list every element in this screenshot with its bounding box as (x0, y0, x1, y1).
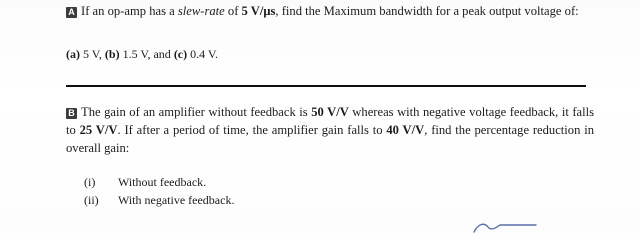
question-a-badge: A (66, 7, 77, 18)
handwriting-scribble (470, 218, 540, 233)
option-b-value: 1.5 V, (122, 47, 151, 61)
question-b-text-2: whereas with negative voltage feedback, it falls to (66, 105, 595, 137)
question-a-text-1: If an op-amp has a (81, 4, 178, 18)
sub-question-i-text: Without feedback. (118, 175, 207, 189)
slew-rate-value: 5 V/μs (241, 4, 276, 18)
gain-with-feedback: 25 V/V (79, 123, 118, 137)
sub-question-ii (84, 192, 234, 208)
option-c-label: (c) (173, 47, 188, 61)
question-b-text-3: . If after a period of time, the amplifier gain falls to (117, 123, 387, 137)
question-b (66, 103, 594, 157)
question-b-badge: B (66, 108, 77, 119)
question-a-text-2: of (224, 4, 242, 18)
question-b-text-1: The gain of an amplifier without feedback is (81, 105, 312, 119)
gain-reduced: 40 V/V (386, 123, 425, 137)
option-and: and (153, 47, 171, 61)
section-divider (66, 85, 586, 87)
question-a-options (66, 47, 218, 62)
slew-rate-term: slew-rate (177, 4, 225, 18)
sub-question-ii-text: With negative feedback. (118, 193, 235, 207)
question-a-text-3: , find the Maximum bandwidth for a peak output voltage of: (275, 4, 579, 18)
sub-question-i-number: (i) (84, 175, 96, 189)
sub-question-i (84, 174, 206, 190)
option-a-label: (a) (66, 47, 80, 61)
option-a-value: 5 V, (83, 47, 102, 61)
sub-question-ii-number: (ii) (84, 193, 99, 207)
question-b-text-4: , find the percentage reduction in overall gain: (66, 123, 595, 155)
question-a (66, 2, 594, 20)
option-b-label: (b) (104, 47, 120, 61)
option-c-value: 0.4 V. (190, 47, 219, 61)
gain-without-feedback: 50 V/V (311, 105, 349, 119)
